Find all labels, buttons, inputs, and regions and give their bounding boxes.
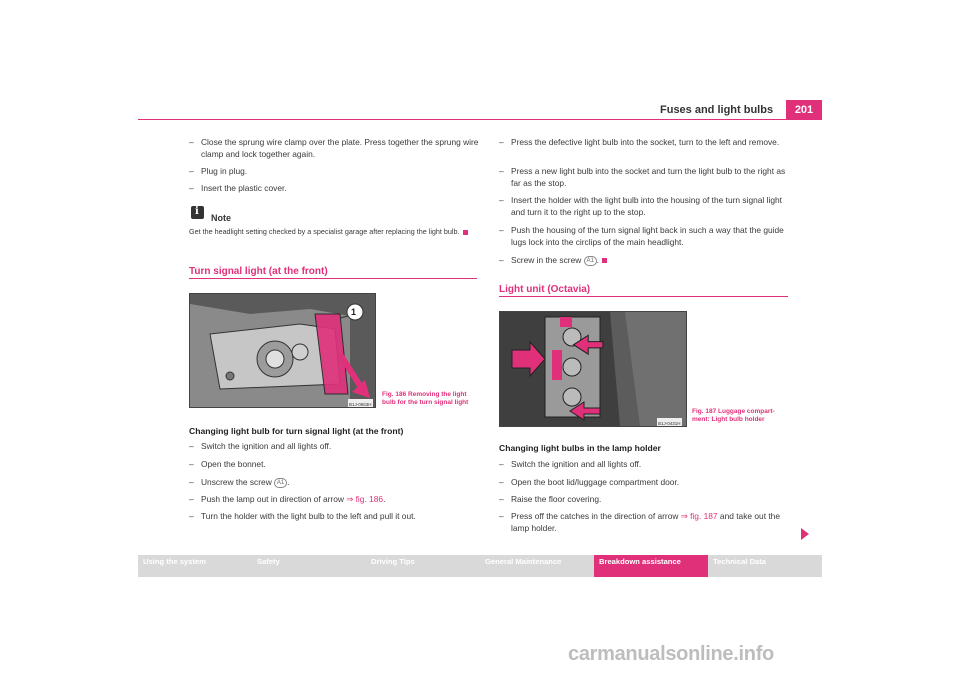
tab-using-the-system[interactable]: Using the system — [143, 557, 206, 566]
list-item: – Raise the floor covering. — [499, 494, 602, 504]
figure-186 — [189, 293, 376, 408]
section-title: Turn signal light (at the front) — [189, 266, 328, 277]
headlight-illustration — [190, 294, 375, 407]
figure-caption: Fig. 187 Luggage compart-ment: Light bulb holder — [692, 408, 775, 423]
figure-link[interactable]: ⇒ fig. 186 — [346, 494, 384, 504]
list-item: – Open the boot lid/luggage compartment door. — [499, 477, 680, 487]
list-item: – Switch the ignition and all lights off. — [499, 459, 642, 469]
list-item: – Press a new light bulb into the socket and turn the light bulb to the right as far as the stop. — [499, 166, 786, 188]
list-item: – Turn the holder with the light bulb to the left and pull it out. — [189, 511, 416, 521]
list-item: – Close the sprung wire clamp over the plate. Press together the sprung wire clamp and lock together again. — [189, 137, 479, 159]
list-item: – Push the lamp out in direction of arrow ⇒ fig. 186. — [189, 494, 386, 504]
figure-187 — [499, 311, 687, 427]
subheading: Changing light bulb for turn signal light (at the front) — [189, 426, 404, 436]
page-number: 201 — [786, 100, 822, 120]
watermark: carmanualsonline.info — [568, 643, 774, 665]
end-marker-icon — [602, 258, 607, 263]
list-item: – Screw in the screw A1 . — [499, 254, 799, 266]
tab-driving-tips[interactable]: Driving Tips — [371, 557, 415, 566]
header-rule — [138, 119, 822, 120]
section-rule — [189, 278, 477, 279]
note-icon — [191, 206, 204, 219]
callout-ref: A1 — [584, 256, 597, 266]
callout-label: 1 — [351, 307, 357, 317]
list-item: – Insert the holder with the light bulb into the housing of the turn signal light and turn it to the right up to the stop. — [499, 195, 782, 217]
end-marker-icon — [463, 230, 468, 235]
figure-caption: Fig. 186 Removing the light bulb for the turn signal light — [382, 391, 469, 406]
callout-ref: A1 — [274, 478, 287, 488]
next-page-arrow-icon[interactable] — [801, 528, 809, 540]
list-item: – Switch the ignition and all lights off. — [189, 441, 332, 451]
tab-technical-data[interactable]: Technical Data — [713, 557, 767, 566]
figure-code: B1J-0431H — [657, 418, 682, 427]
subheading: Changing light bulbs in the lamp holder — [499, 443, 661, 453]
list-item: – Press off the catches in the direction of arrow ⇒ fig. 187 and take out the lamp holder. — [499, 511, 780, 533]
tab-safety[interactable]: Safety — [257, 557, 280, 566]
footer-nav — [138, 555, 822, 577]
note-label: Note — [211, 213, 231, 223]
list-item: – Plug in plug. — [189, 166, 248, 176]
tab-breakdown-assistance[interactable]: Breakdown assistance — [594, 555, 708, 577]
list-item: – Unscrew the screw A1 . — [189, 477, 290, 487]
section-title: Light unit (Octavia) — [499, 284, 591, 295]
figure-code: B1J-0653H — [348, 399, 373, 408]
note-text: Get the headlight setting checked by a specialist garage after replacing the light bulb. — [189, 227, 474, 237]
figure-link[interactable]: ⇒ fig. 187 — [680, 511, 718, 521]
running-header-title: Fuses and light bulbs — [660, 104, 774, 116]
section-rule — [499, 296, 788, 297]
list-item: – Push the housing of the turn signal light back in such a way that the guide lugs lock into the circlips of the main headlight. — [499, 225, 784, 247]
lamp-holder-illustration — [500, 312, 686, 426]
tab-general-maintenance[interactable]: General Maintenance — [485, 557, 562, 566]
list-item: – Open the bonnet. — [189, 459, 266, 469]
list-item: – Insert the plastic cover. — [189, 183, 287, 193]
list-item: – Press the defective light bulb into the socket, turn to the left and remove. — [499, 137, 780, 147]
